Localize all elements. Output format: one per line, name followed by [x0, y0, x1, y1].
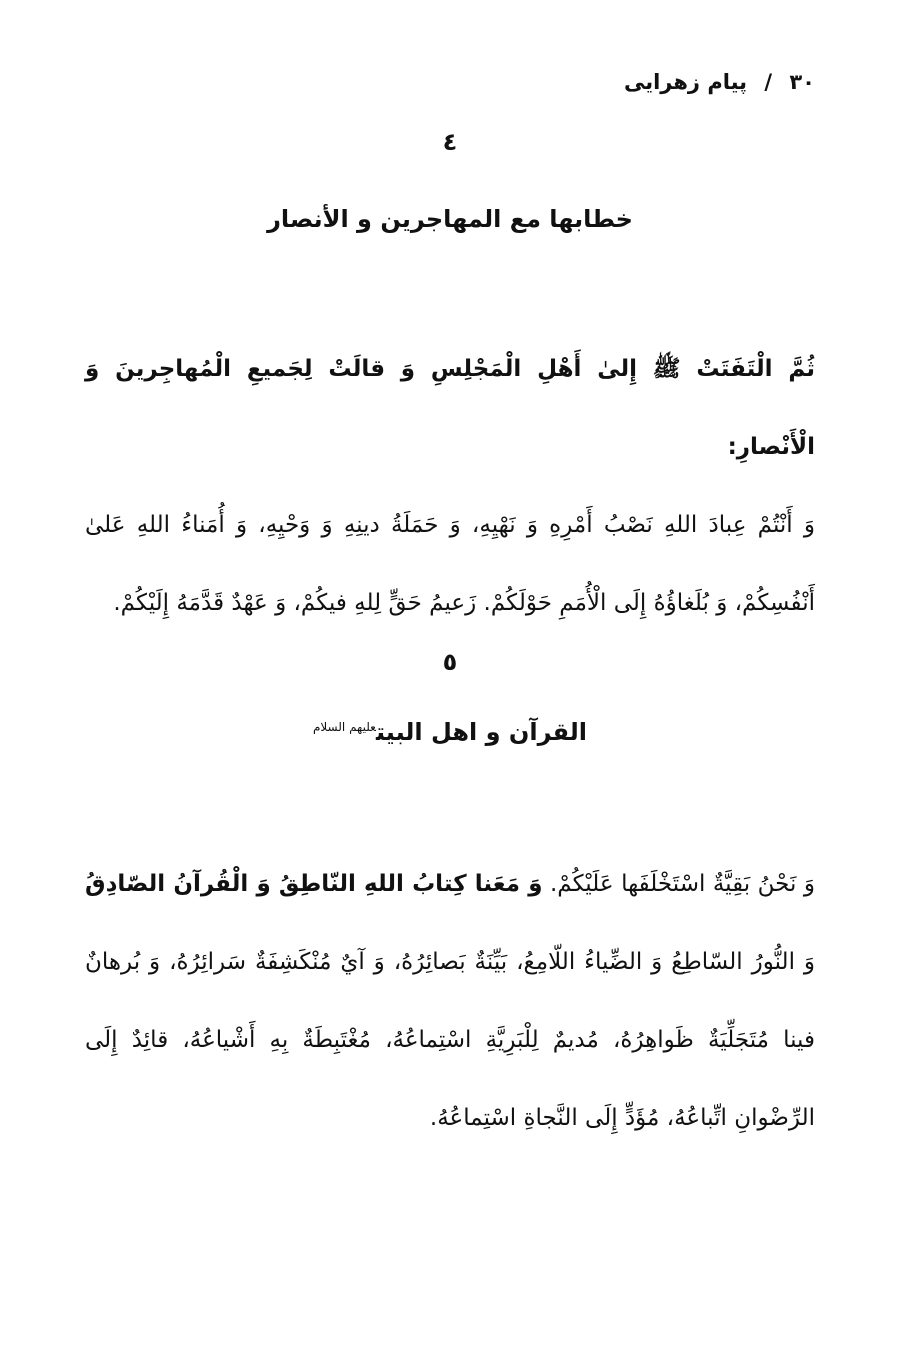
section-4-body: وَ أَنْتُمْ عِبادَ اللهِ نَصْبُ أَمْرِهِ وَ نَهْيِهِ، وَ حَمَلَةُ دينِهِ وَ وَحْيِهِ، وَ أُمَناءُ اللهِ عَلىٰ أَنْفُسِكُمْ، وَ بُلَغاؤُهُ إِلَى الْأُمَمِ حَوْلَكُمْ. زَعيمُ حَقٍّ لِلهِ فيكُمْ، وَ عَهْدٌ قَدَّمَهُ إِلَيْكُمْ. [85, 512, 815, 616]
section-number-5: ٥ [442, 648, 458, 676]
honorific-mark: عليهم السلام [312, 720, 376, 734]
section-title-5-text: القرآن و اهل البيت [375, 718, 588, 746]
section-5-body-bold: وَ مَعَنا كِتابُ اللهِ النّاطِقُ وَ الْقُرآنُ الصّادِقُ [85, 871, 543, 897]
section-title-5 [0, 718, 900, 746]
section-number-4: ٤ [442, 128, 458, 156]
page-number: ۳۰ [789, 70, 815, 94]
section-4-intro: ثُمَّ الْتَفَتَتْ ﷺ إِلىٰ أَهْلِ الْمَجْلِسِ وَ قالَتْ لِجَميعِ الْمُهاجِرينَ وَ الْأَنْصارِ: [85, 356, 815, 460]
section-5-paragraph [85, 845, 815, 1157]
section-title-4: خطابها مع المهاجرين و الأنصار [267, 205, 633, 233]
header-separator: / [764, 70, 773, 94]
section-5-body-rest: وَ النُّورُ السّاطِعُ وَ الضِّياءُ اللّامِعُ، بَيِّنَةٌ بَصائِرُهُ، وَ آيٌ مُنْكَشِفَةٌ سَرائِرُهُ، وَ بُرهانٌ فينا مُتَجَلِّيَةٌ ظَواهِرُهُ، مُديمٌ لِلْبَرِيَّةِ اسْتِماعُهُ، مُغْتَبِطَةٌ بِهِ أَشْياعُهُ، قائِدٌ إِلَى الرِّضْوانِ اتِّباعُهُ، مُؤَدٍّ إِلَى النَّجاةِ اسْتِماعُهُ. [85, 949, 815, 1131]
book-title: پیام زهرایی [623, 70, 748, 94]
section-5-body-start: وَ نَحْنُ بَقِيَّةٌ اسْتَخْلَفَها عَلَيْكُمْ. [542, 871, 815, 897]
section-4-paragraph [85, 330, 815, 642]
page-header [624, 70, 815, 94]
